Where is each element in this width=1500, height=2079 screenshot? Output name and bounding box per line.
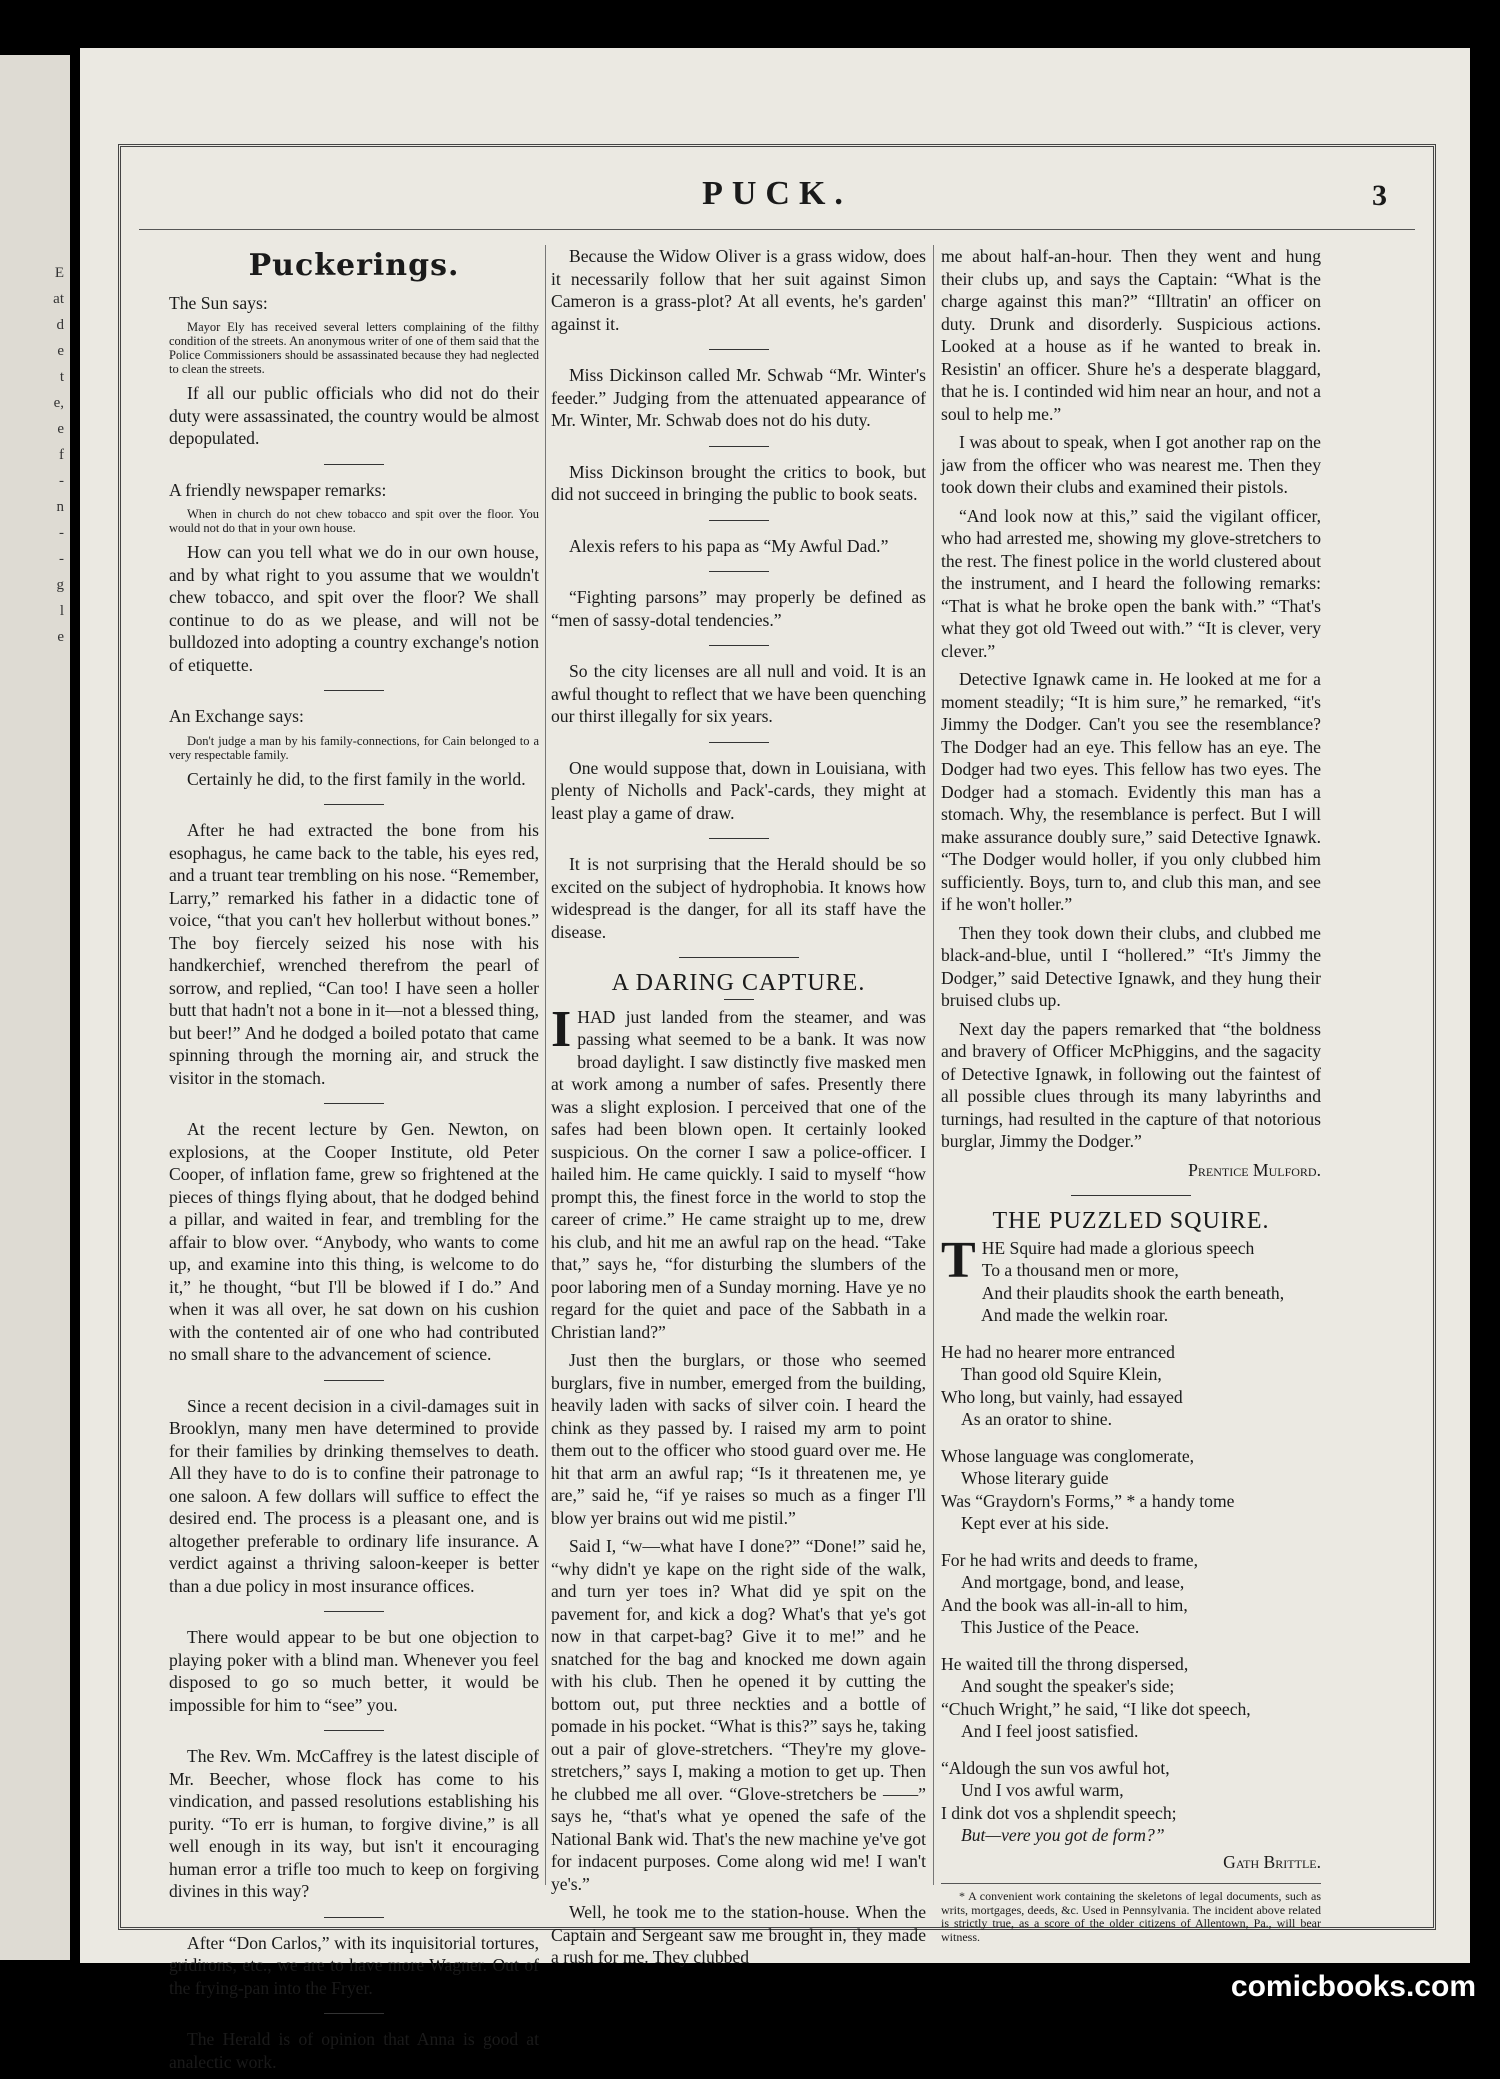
poem-line: Und I vos awful warm, (961, 1780, 1124, 1800)
stanza (941, 1231, 1321, 1327)
item-paragraph: Because the Widow Oliver is a grass widow, does it necessarily follow that her suit against Simon Cameron is a grass-plot? At all events, he's garden' against it. (551, 246, 926, 334)
item-paragraph: Since a recent decision in a civil-damages suit in Brooklyn, many men have determined to provide for their families by drinking themselves to death. All they have to do is to confine their patronage to one saloon. A few dollars will suffice to effect the desired end. The process is a pleasant one, and is altogether preferable to ordinary life insurance. A verdict against a thriving saloon-keeper is better than a due policy in most insurance offices. (169, 1395, 539, 1596)
masthead: PUCK. (702, 175, 852, 212)
author-signature: Prentice Mulford. (1188, 1159, 1321, 1180)
story-paragraph: Said I, “w—what have I done?” “Done!” said he, “why didn't ye kape on the right side of the walk, and turn yer toes in? What did ye spit on the pavement for, and kick a dog? What's that ye's got now in that carpet-bag? Give it to me!” and he snatched for the bag and knocked me down again with his club. Then he opened it by cutting the bottom out, put three neckties and a bottle of pomade in his pocket. “What is this?” says he, taking out a pair of glove-stretchers. “They're my glove-stretchers,” says I, making a motion to get up. Then he clubbed me all over. “Glove-stretchers be ——” says he, “that's what ye opened the safe of the National Bank wid. That's the new machine ye've got for indacent purposes. Come along wid me! I wan't ye's.” (551, 1536, 926, 1894)
column-3 (941, 245, 1321, 1950)
item-paragraph: After “Don Carlos,” with its inquisitorial tortures, gridirons, etc., we are to have more Wagner. Out of the frying-pan into the Fryer. (169, 1932, 539, 1998)
separator (324, 464, 384, 465)
separator (324, 1611, 384, 1612)
column-divider (545, 245, 546, 1885)
story-paragraph: “And look now at this,” said the vigilant officer, who had arrested me, showing my glove-stretchers to the rest. The finest police in the world clustered about the instrument, and I heard the following remarks: “That is what he broke open the bank with.” “That's what they got old Tweed out with.” “It is clever, very clever.” (941, 505, 1321, 661)
stanza (941, 1757, 1321, 1847)
item-paragraph: Miss Dickinson called Mr. Schwab “Mr. Winter's feeder.” Judging from the attenuated appearance of Mr. Winter, Mr. Schwab does not do his duty. (551, 365, 926, 430)
separator (709, 838, 769, 839)
poem-line: He waited till the throng dispersed, (941, 1653, 1189, 1674)
poem-line: But—vere you got de form?” (961, 1825, 1165, 1845)
item-paragraph: “Fighting parsons” may properly be defined as “men of sassy-dotal tendencies.” (551, 587, 926, 630)
story-title: A DARING CAPTURE. (611, 970, 866, 996)
story-paragraph: HAD just landed from the steamer, and was passing what seemed to be a bank. It was now broad daylight. I saw distinctly five masked men at work among a number of safes. Presently there was a slight explosion. I perceived that one of the safes had been blown open. It certainly looked suspicious. On the corner I saw a police-officer. I hailed him. He came quickly. I said to myself “how prompt this, the finest force in the world to stop the career of crime.” He came straight up to me, drew his club, and hit me an awful rap on the head. “Take that,” says he, “for disturbing the slumbers of the poor laboring men of a Sunday morning. Have ye no regard for the quiet and pace of the Sabbath in a Christian land?” (551, 1006, 926, 1342)
item-body: Certainly he did, to the first family in the world. (187, 768, 526, 789)
separator (324, 1730, 384, 1731)
item-body: How can you tell what we do in our own house, and by what right to you assume that we wouldn't chew tobacco, and spit over the floor? We shall continue to do as we please, and will not be bulldozed into adopting a country exchange's notion of etiquette. (169, 542, 539, 675)
poem-line: Than good old Squire Klein, (961, 1364, 1162, 1384)
poem-line: Whose language was conglomerate, (941, 1445, 1195, 1466)
footnote: * A convenient work containing the skeletons of legal documents, such as writs, mortgages, deeds, &c. Used in Pennsylvania. The incident above related is strictly true, as a score of the older citizens of Allentown, Pa., will bear witness. (941, 1883, 1321, 1944)
poem-line: To a thousand men or more, (981, 1260, 1179, 1280)
item-intro: The Sun says: (169, 292, 268, 313)
page-number: 3 (1372, 179, 1387, 212)
poem-line: Whose literary guide (961, 1468, 1109, 1488)
item-paragraph: The Rev. Wm. McCaffrey is the latest disciple of Mr. Beecher, whose flock has come to his vindication, and passed resolutions establishing his purity. “To err is human, to forgive divine,” is all well enough in its way, but isn't it encouraging human error a trifle too much to keep on forgiving divines in this way? (169, 1746, 539, 1901)
poem-line: And I feel joost satisfied. (961, 1721, 1139, 1741)
watermark: comicbooks.com (1230, 1970, 1476, 2003)
separator (324, 1917, 384, 1918)
separator (709, 742, 769, 743)
item-quote: When in church do not chew tobacco and spit over the floor. You would not do that in your own house. (169, 507, 539, 535)
story-paragraph: Just then the burglars, or those who seemed burglars, five in number, emerged from the building, heavily laden with sacks of silver coin. I heard the chink as they passed by. I raised my arm to point them out to the officer who stood guard over me. He hit that arm an awful rap; “Is it threatenen me, ye are,” said he, “if ye raises so much as a finger I'll blow yer brains out wid me pistil.” (551, 1350, 926, 1528)
item-paragraph: It is not surprising that the Herald should be so excited on the subject of hydrophobia. It knows how widespread is the danger, for all its staff have the disease. (551, 854, 926, 942)
header-rule (139, 229, 1415, 230)
story-paragraph: Next day the papers remarked that “the boldness and bravery of Officer McPhiggins, and the sagacity of Detective Ignawk, in following out the faintest of all possible clues through its many labyrinths and turnings, had resulted in the capture of that notorious burglar, Jimmy the Dodger.” (941, 1018, 1321, 1151)
separator (324, 804, 384, 805)
story-paragraph: I was about to speak, when I got another rap on the jaw from the officer who was nearest me. Then they took down their clubs and examined their pistols. (941, 432, 1321, 497)
item-intro: A friendly newspaper remarks: (169, 479, 387, 500)
item-paragraph: The Herald is of opinion that Anna is good at analectic work. (169, 2029, 539, 2072)
column-divider (933, 245, 934, 1885)
poem-line: And made the welkin roar. (981, 1305, 1169, 1325)
poem-line: HE Squire had made a glorious speech (981, 1237, 1255, 1258)
adjacent-page-strip (0, 55, 70, 1960)
author-signature: Gath Brittle. (1223, 1851, 1321, 1872)
item-paragraph: There would appear to be but one objection to playing poker with a blind man. Whenever you feel disposed to go so much better, it would be impossible for him to “see” you. (169, 1627, 539, 1715)
separator (709, 520, 769, 521)
item-paragraph: After he had extracted the bone from his esophagus, he came back to the table, his eyes red, and a truant tear trembling on his nose. “Remember, Larry,” remarked his father in a didactic tone of voice, “that you can't hev hollerbut without bones.” The boy fiercely seized his nose with his handkerchief, wrenched therefrom the pearl of sorrow, and replied, “Can too! I have seen a holler butt that hadn't not a bone in it—not a blessed thing, but beer!” And he dodged a boiled potato that came spinning through the morning air, and struck the visitor in the stomach. (169, 820, 539, 1088)
poem-line: As an orator to shine. (961, 1409, 1112, 1429)
poem-line: And mortgage, bond, and lease, (961, 1572, 1185, 1592)
poem-title: THE PUZZLED SQUIRE. (992, 1208, 1270, 1234)
separator (324, 2013, 384, 2014)
title-rule (724, 999, 754, 1000)
adjacent-page-text: E at d e t e, e f - n - - g l e (53, 265, 64, 645)
separator (324, 1380, 384, 1381)
poem-line: He had no hearer more entranced (941, 1341, 1175, 1362)
poem-line: Who long, but vainly, had essayed (941, 1386, 1183, 1407)
poem-line: Kept ever at his side. (961, 1513, 1110, 1533)
section-heading: Puckerings. (248, 248, 460, 283)
poem-line: I dink dot vos a shplendit speech; (941, 1802, 1177, 1823)
column-1 (169, 245, 539, 2079)
separator (709, 446, 769, 447)
stanza (941, 1653, 1321, 1743)
poem (941, 1231, 1321, 1847)
item-body: If all our public officials who did not do their duty were assassinated, the country would be almost depopulated. (169, 383, 539, 448)
story-paragraph: me about half-an-hour. Then they went and hung their clubs up, and says the Captain: “What is the charge against this man?” “Illtratin' an officer on duty. Drunk and disorderly. Suspicious actions. Looked at a house as if he wanted to break in. Resistin' an officer. Shure he's a desperate blaggard, that he is. I continded wid him near an hour, and not a soul to help me.” (941, 246, 1321, 424)
separator (679, 957, 799, 958)
stanza (941, 1445, 1321, 1535)
poem-line: And their plaudits shook the earth beneath, (981, 1282, 1285, 1303)
story-paragraph: Well, he took me to the station-house. When the Captain and Sergeant saw me brought in, they made a rush for me. They clubbed (551, 1902, 926, 1967)
item-paragraph: Alexis refers to his papa as “My Awful Dad.” (569, 535, 889, 556)
poem-line: For he had writs and deeds to frame, (941, 1549, 1198, 1570)
separator (709, 349, 769, 350)
poem-line: “Aldough the sun vos awful hot, (941, 1757, 1170, 1778)
stanza (941, 1341, 1321, 1431)
poem-line: Was “Graydorn's Forms,” * a handy tome (941, 1490, 1235, 1511)
item-quote: Mayor Ely has received several letters complaining of the filthy condition of the streets. An anonymous writer of one of them said that the Police Commissioners should be assassinated because they had neglected to clean the streets. (169, 320, 539, 376)
column-2 (551, 245, 926, 1975)
drop-cap: I (551, 1000, 572, 1058)
stanza (941, 1549, 1321, 1639)
poem-line: “Chuch Wright,” he said, “I like dot speech, (941, 1698, 1251, 1719)
separator (709, 571, 769, 572)
item-quote: Don't judge a man by his family-connections, for Cain belonged to a very respectable family. (169, 733, 539, 762)
poem-line: And sought the speaker's side; (961, 1676, 1175, 1696)
drop-cap: T (941, 1231, 976, 1289)
poem-line: This Justice of the Peace. (961, 1617, 1140, 1637)
item-intro: An Exchange says: (169, 706, 304, 726)
item-paragraph: So the city licenses are all null and void. It is an awful thought to reflect that we have been quenching our thirst illegally for six years. (551, 661, 926, 726)
separator (709, 645, 769, 646)
separator (324, 690, 384, 691)
item-paragraph: Miss Dickinson brought the critics to book, but did not succeed in bringing the public to book seats. (551, 461, 926, 504)
story-paragraph: Detective Ignawk came in. He looked at me for a moment steadily; “It is him sure,” he remarked, “it's Jimmy the Dodger. Can't you see the resemblance? The Dodger had an eye. This fellow has an eye. The Dodger had two eyes. This fellow has two eyes. The Dodger had a stomach. Evidently this man has a stomach. Why, the resemblance is perfect. But I will make assurance doubly sure,” said Detective Ignawk. “The Dodger would holler, if you only clubbed him sufficiently. Boys, turn to, and club this man, and see if he won't holler.” (941, 669, 1321, 914)
separator (1071, 1195, 1191, 1196)
poem-line: And the book was all-in-all to him, (941, 1594, 1188, 1615)
item-paragraph: One would suppose that, down in Louisiana, with plenty of Nicholls and Pack'-cards, they might at least play a game of draw. (551, 757, 926, 823)
story-paragraph: Then they took down their clubs, and clubbed me black-and-blue, until I “hollered.” “It's Jimmy the Dodger,” said Detective Ignawk, and they hung their bruised clubs up. (941, 922, 1321, 1010)
item-paragraph: At the recent lecture by Gen. Newton, on explosions, at the Cooper Institute, old Peter Cooper, of inflation fame, grew so frightened at the pieces of things flying about, that he dodged behind a pillar, and waited in fear, and trembling for the affair to blow over. “Anybody, who wants to come up, and examine into this thing, is welcome to do it,” he thought, “but I'll be blowed if I do.” And when it was all over, he sat down on his cushion with the contented air of one who had contributed no small share to the advancement of science. (169, 1119, 539, 1364)
separator (324, 1103, 384, 1104)
